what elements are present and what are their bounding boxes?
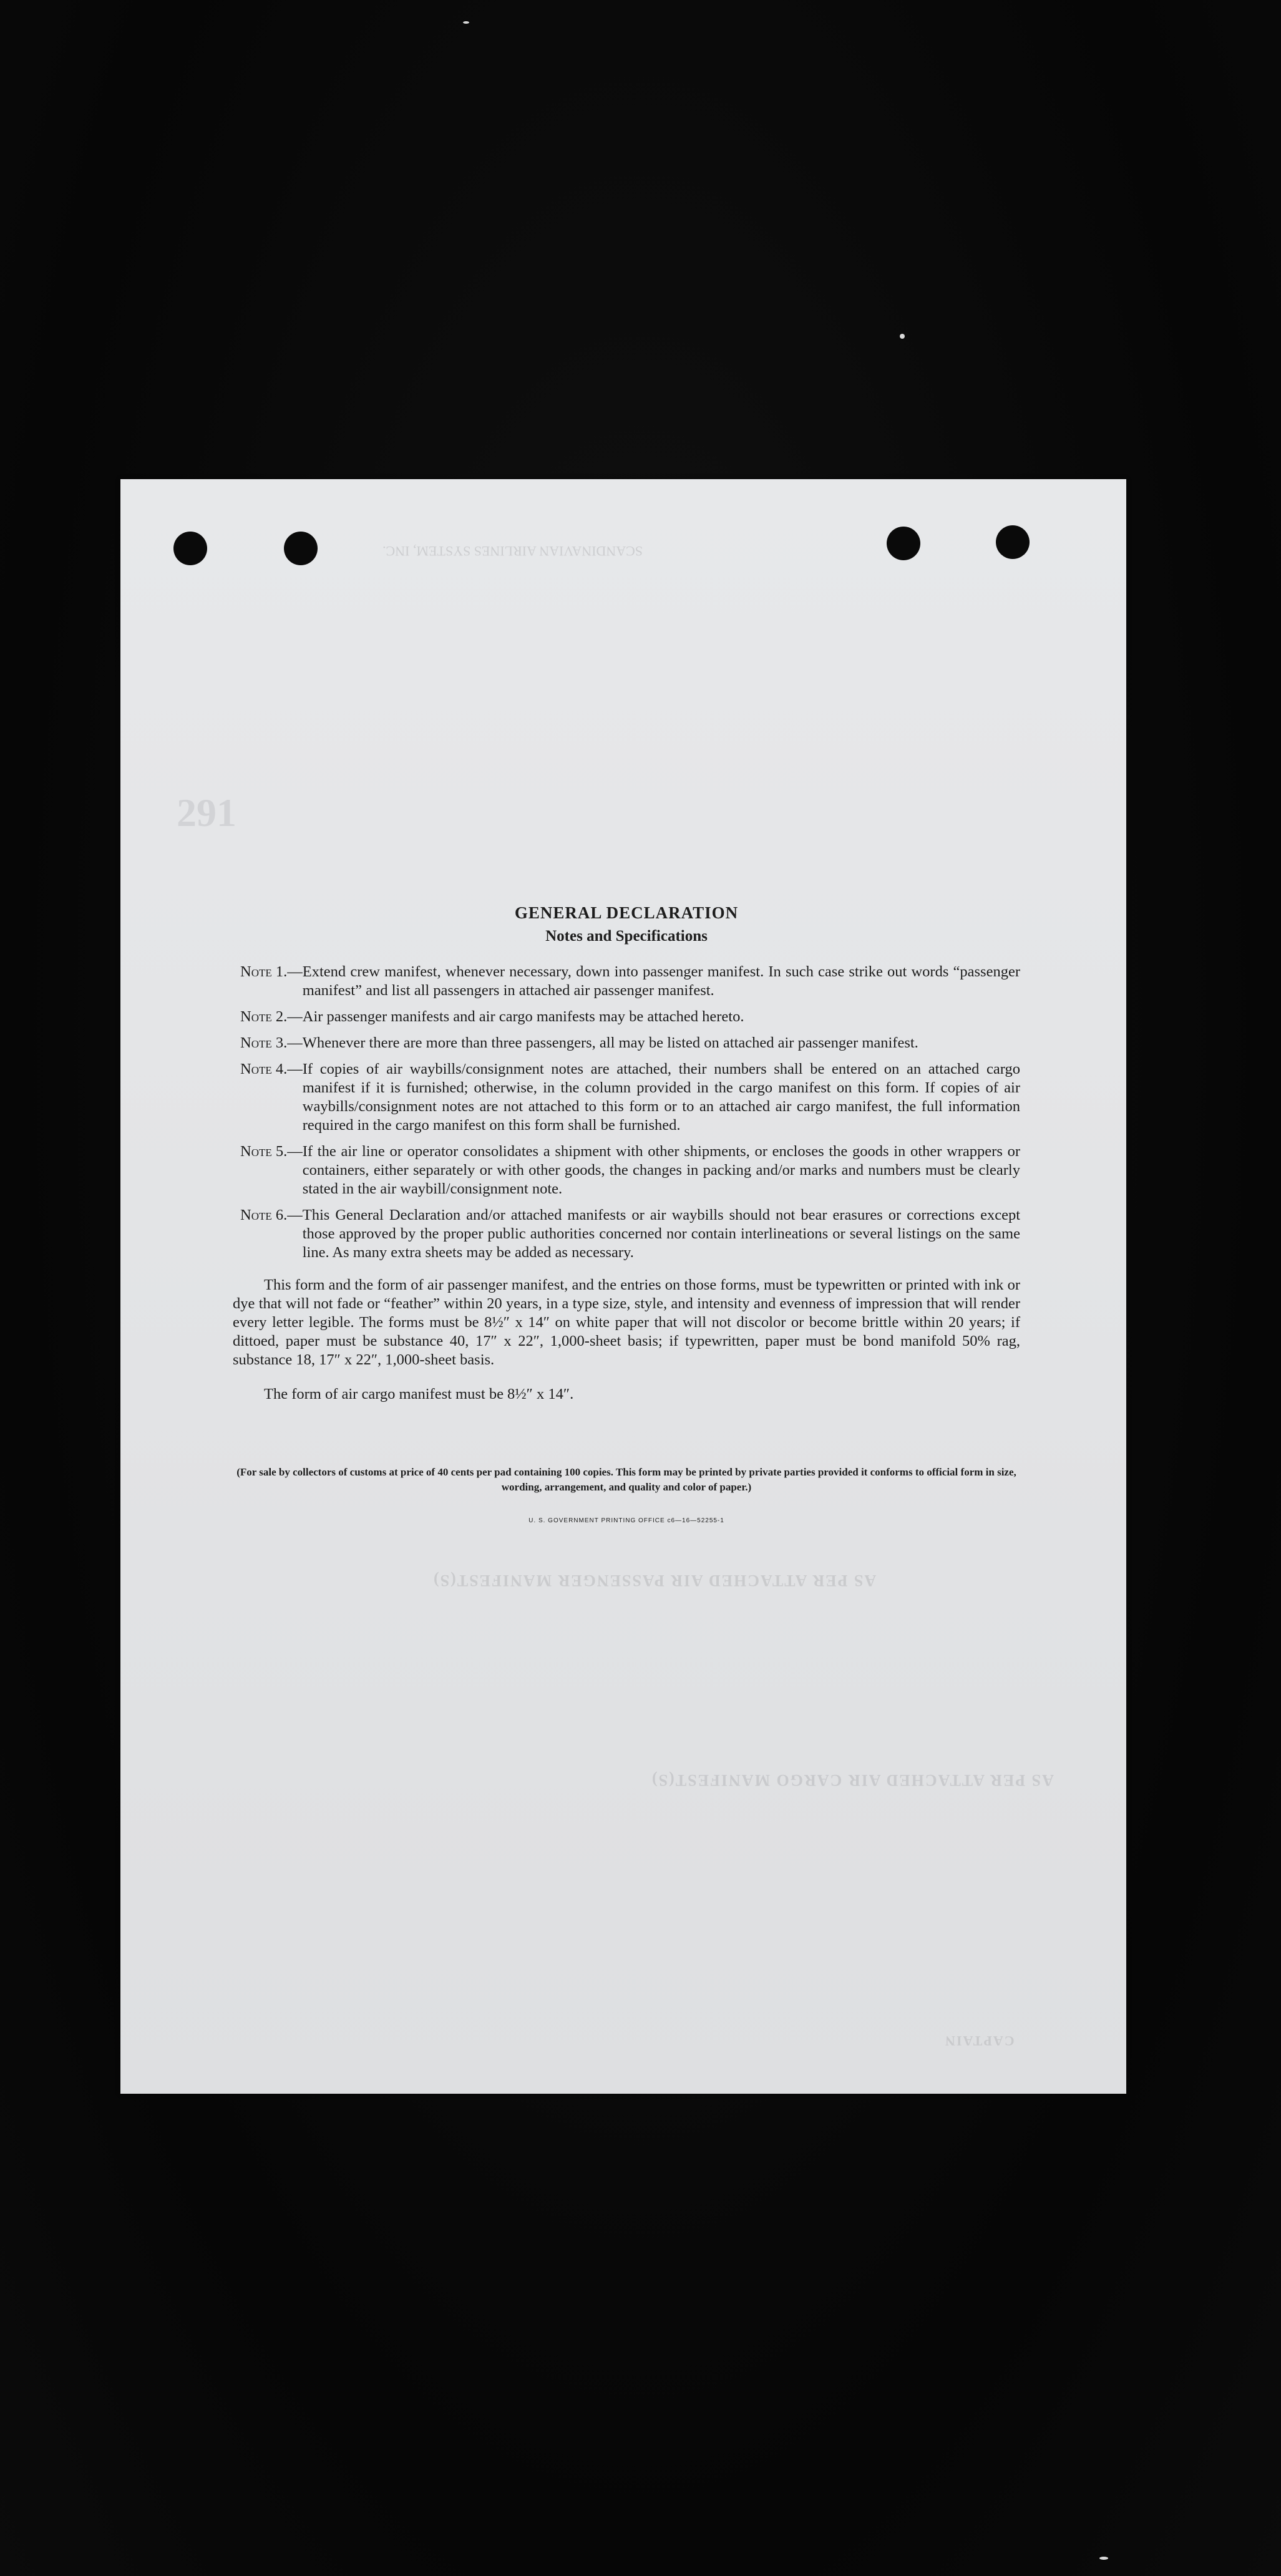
film-speck <box>463 21 469 24</box>
note-text: Extend crew manifest, whenever necessary, down into passenger manifest. In such case strike out words “passenger manifest” and list all passengers in attached air passenger manifest. <box>302 963 1020 999</box>
document-subtitle: Notes and Specifications <box>545 928 708 945</box>
note-item: Note 6.— This General Declaration and/or attached manifests or air waybills should not bear erasures or corrections except those approved by the proper public authorities concerned nor contain interlineations or several listings on the same line. As many extra sheets may be added as necessary. <box>240 1207 1020 1261</box>
note-text: Whenever there are more than three passengers, all may be listed on attached air passenger manifest. <box>302 1034 918 1051</box>
form-specification-paragraph: This form and the form of air passenger manifest, and the entries on those forms, must be typewritten or printed with ink or dye that will not fade or “feather” within 20 years, in a type size, style, and intensity and evenness of impression that will render every letter legible. The forms must be 8½″ x 14″ on white paper that will not discolor or become brittle within 20 years; if dittoed, paper must be substance 40, 17″ x 22″, 1,000-sheet basis; if typewritten, paper must be bond manifold 50% rag, substance 18, 17″ x 22″, 1,000-sheet basis. <box>233 1276 1020 1368</box>
printing-office-imprint: U. S. GOVERNMENT PRINTING OFFICE c6—16—52255-1 <box>528 1517 724 1524</box>
document-page <box>120 479 1126 2094</box>
note-item: Note 4.— If copies of air waybills/consignment notes are attached, their numbers shall be entered on an attached cargo manifest if it is furnished; otherwise, in the column provided in the cargo manifest on this form. If copies of air waybills/consignment notes are not attached to this form or to an attached air cargo manifest, the full information required in the cargo manifest on this form shall be furnished. <box>240 1061 1020 1134</box>
note-label: Note 2. <box>240 1008 288 1025</box>
note-text: If the air line or operator consolidates a shipment with other shipments, or encloses the goods in other wrappers or containers, either separately or with other goods, the changes in packing and/or marks and numbers must be clearly stated in the air waybill/consignment note. <box>302 1143 1020 1197</box>
bleed-through-cargo-manifest: AS PER ATTACHED AIR CARGO MANIFEST(S) <box>651 1771 1054 1789</box>
bleed-through-passenger-manifest: AS PER ATTACHED AIR PASSENGER MANIFEST(S) <box>432 1572 877 1590</box>
note-item: Note 1.— Extend crew manifest, whenever necessary, down into passenger manifest. In such case strike out words “passenger manifest” and list all passengers in attached air passenger manifest. <box>240 963 1020 999</box>
note-label: Note 1. <box>240 963 288 980</box>
film-speck <box>1099 2557 1108 2560</box>
note-label: Note 4. <box>240 1061 288 1077</box>
film-speck <box>900 334 905 339</box>
note-text: This General Declaration and/or attached manifests or air waybills should not bear erasures or corrections except those approved by the proper public authorities concerned nor contain interlineations or several listings on the same line. As many extra sheets may be added as necessary. <box>302 1207 1020 1261</box>
for-sale-note: (For sale by collectors of customs at price of 40 cents per pad containing 100 copies. This form may be printed by private parties provided it conforms to official form in size, wording, arrangement, and quality and color of paper.) <box>236 1465 1016 1493</box>
punch-hole <box>173 532 207 565</box>
punch-hole <box>284 532 318 565</box>
document-title: GENERAL DECLARATION <box>514 903 739 922</box>
bleed-through-captain: CAPTAIN <box>944 2033 1015 2049</box>
bleed-through-header: SCANDINAVIAN AIRLINES SYSTEM, INC. <box>382 543 643 559</box>
declaration-notes <box>233 903 1020 1524</box>
punch-hole <box>887 527 920 560</box>
note-text: If copies of air waybills/consignment notes are attached, their numbers shall be entered on an attached cargo manifest if it is furnished; otherwise, in the column provided in the cargo manifest on this form. If copies of air waybills/consignment notes are not attached to this form or to an attached air cargo manifest, the full information required in the cargo manifest on this form shall be furnished. <box>302 1061 1020 1134</box>
note-label: Note 3. <box>240 1034 288 1051</box>
note-label: Note 5. <box>240 1143 288 1160</box>
notes-list <box>233 963 1020 1262</box>
note-text: Air passenger manifests and air cargo manifests may be attached hereto. <box>302 1008 744 1025</box>
cargo-manifest-size-paragraph: The form of air cargo manifest must be 8½″ x 14″. <box>264 1385 574 1402</box>
bleed-through-number: 291 <box>177 790 236 835</box>
note-item: Note 5.— If the air line or operator consolidates a shipment with other shipments, or encloses the goods in other wrappers or containers, either separately or with other goods, the changes in packing and/or marks and numbers must be clearly stated in the air waybill/consignment note. <box>240 1143 1020 1197</box>
note-item: Note 3.— Whenever there are more than three passengers, all may be listed on attached air passenger manifest. <box>233 1034 1020 1052</box>
note-label: Note 6. <box>240 1207 288 1223</box>
note-item: Note 2.— Air passenger manifests and air cargo manifests may be attached hereto. <box>233 1008 1020 1026</box>
punch-hole <box>996 525 1030 559</box>
